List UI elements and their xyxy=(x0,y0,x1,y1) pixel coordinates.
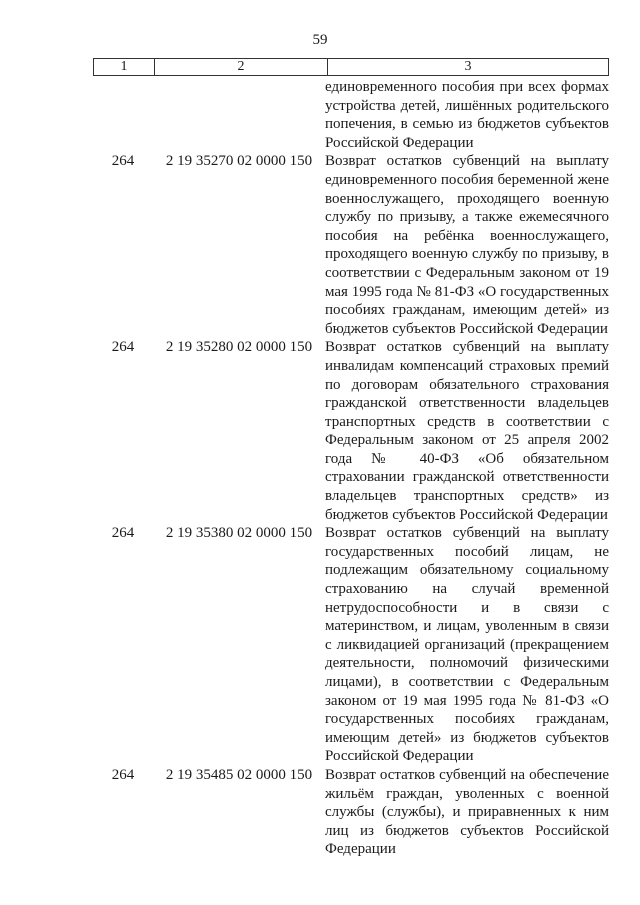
row-description: Возврат остатков субвенций на выплату государственных пособий лицам, не подлежащим обязательному социальному страхованию на случай временной нетрудоспособности и в связи с материнством, и лицам, уволенным в связи с ликвидацией организаций (прекращением деятельности, полномочий физическими лицами), в соответствии с Федеральным законом от 19 мая 1995 года № 81-ФЗ «О государственных пособиях гражданам, имеющим детей» из бюджетов субъектов Российской Федерации xyxy=(325,525,609,765)
row-code: 2 19 35380 02 0000 150 xyxy=(165,525,313,542)
row-description: Возврат остатков субвенций на выплату инвалидам компенсаций страховых премий по договорам обязательного страхования гражданской ответственности владельцев транспортных средств в соответствии с Федеральным законом от 25 апреля 2002 года № 40-ФЗ «Об обязательном страховании гражданской ответственности владельцев транспортных средств» из бюджетов субъектов Российской Федерации xyxy=(325,339,609,523)
row-code xyxy=(153,78,325,152)
row-description: Возврат остатков субвенций на выплату единовременного пособия беременной жене военнослужащего, проходящего военную службу по призыву, а также ежемесячного пособия на ребёнка военнослужащего, проходящего военную службу по призыву, в соответствии с Федеральным законом от 19 мая 1995 года № 81-ФЗ «О государственных пособиях гражданам, имеющим детей» из бюджетов субъектов Российской Федерации xyxy=(325,153,609,337)
table-row xyxy=(93,338,609,524)
row-description: единовременного пособия при всех формах устройства детей, лишённых родительского попечения, в семью из бюджетов субъектов Российской Федерации xyxy=(325,79,609,151)
table-row xyxy=(93,766,609,859)
row-code: 2 19 35280 02 0000 150 xyxy=(165,339,313,356)
table-body xyxy=(93,78,609,859)
row-number: 264 xyxy=(111,525,135,542)
row-number xyxy=(93,78,153,152)
column-header-3: 3 xyxy=(328,59,609,76)
row-code: 2 19 35270 02 0000 150 xyxy=(165,153,313,170)
row-number: 264 xyxy=(111,339,135,356)
row-number: 264 xyxy=(111,153,135,170)
table-row xyxy=(93,524,609,766)
column-header-2: 2 xyxy=(155,59,328,76)
row-description: Возврат остатков субвенций на обеспечение жильём граждан, уволенных с военной службы (службы), и приравненных к ним лиц из бюджетов субъектов Российской Федерации xyxy=(325,766,609,858)
table-row xyxy=(93,152,609,338)
table-row xyxy=(93,78,609,152)
row-number: 264 xyxy=(111,766,135,783)
column-header-1: 1 xyxy=(94,59,155,76)
page-number: 59 xyxy=(312,32,328,48)
column-header-table xyxy=(93,58,609,76)
row-code: 2 19 35485 02 0000 150 xyxy=(165,766,313,783)
